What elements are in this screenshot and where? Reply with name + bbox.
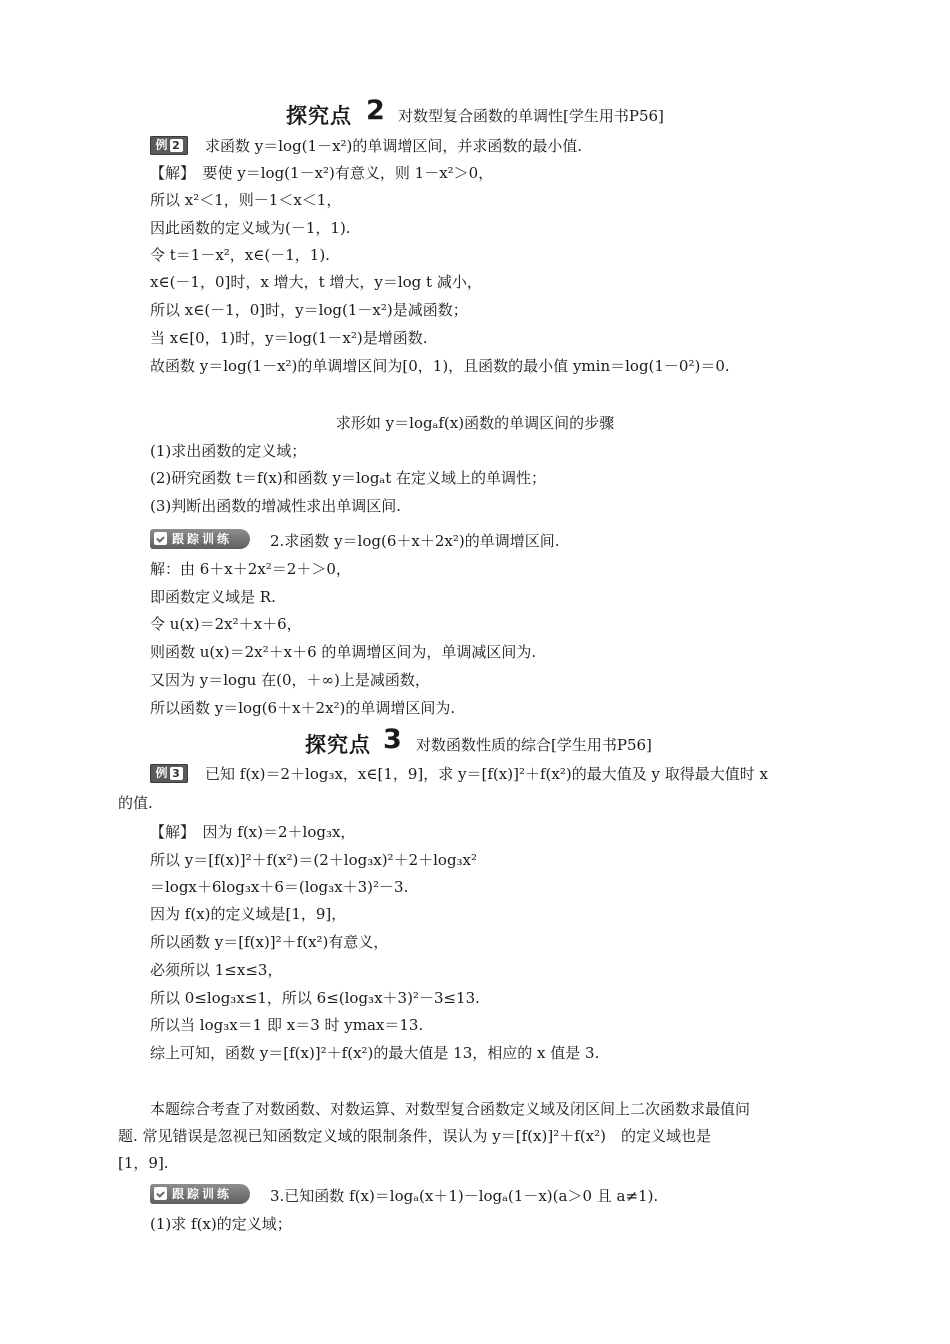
check-icon bbox=[154, 1187, 167, 1200]
check-icon bbox=[154, 532, 167, 545]
solution-line: 综上可知，函数 y＝[f(x)]²＋f(x²)的最大值是 13，相应的 x 值是 3. bbox=[150, 1044, 600, 1062]
section-heading-2 bbox=[0, 95, 950, 128]
example-question: 求函数 y＝log(1－x²)的单调增区间，并求函数的最小值. bbox=[205, 137, 583, 155]
solution-line: 解：由 6＋x＋2x²＝2＋＞0， bbox=[150, 560, 351, 578]
comment-line: [1，9]. bbox=[118, 1154, 169, 1172]
section-number: 3 bbox=[383, 724, 402, 755]
solution-line: 当 x∈[0，1)时，y＝log(1－x²)是增函数. bbox=[150, 329, 428, 347]
comment-line: 本题综合考查了对数函数、对数运算、对数型复合函数定义域及闭区间上二次函数求最值问 bbox=[150, 1100, 751, 1118]
solution-line: 所以当 log₃x＝1 即 x＝3 时 ymax＝13. bbox=[150, 1016, 424, 1034]
example-question-cont: 的值. bbox=[118, 794, 153, 812]
solution-line: 【解】 因为 f(x)＝2＋log₃x， bbox=[150, 823, 356, 841]
solution-line: 所以 x²＜1，则－1＜x＜1， bbox=[150, 191, 342, 209]
solution-line: ＝logx＋6log₃x＋6＝(log₃x＋3)²－3. bbox=[150, 878, 409, 896]
solution-line: 【解】 要使 y＝log(1－x²)有意义，则 1－x²＞0， bbox=[150, 164, 494, 182]
method-step: (1)求出函数的定义域； bbox=[150, 442, 307, 460]
solution-line: 又因为 y＝logu 在(0，＋∞)上是减函数， bbox=[150, 671, 430, 689]
solution-line: 故函数 y＝log(1－x²)的单调增区间为[0，1)，且函数的最小值 ymin＝log(1－0²)＝0. bbox=[150, 357, 730, 375]
example-badge-2: 例 2 bbox=[150, 136, 188, 155]
section-label: 探究点 bbox=[305, 733, 371, 757]
solution-line: 令 t＝1－x²，x∈(－1，1). bbox=[150, 246, 330, 264]
tracking-badge: 跟踪训练 bbox=[150, 529, 250, 549]
comment-line: 题. 常见错误是忽视已知函数定义域的限制条件，误认为 y＝[f(x)]²＋f(x²) 的定义域也是 bbox=[118, 1127, 711, 1145]
solution-line: 即函数定义域是 R. bbox=[150, 588, 276, 606]
example-badge-3: 例 3 bbox=[150, 764, 188, 783]
solution-line: 则函数 u(x)＝2x²＋x＋6 的单调增区间为，单调减区间为. bbox=[150, 643, 537, 661]
exercise-question: 3.已知函数 f(x)＝logₐ(x＋1)－logₐ(1－x)(a＞0 且 a≠1). bbox=[270, 1187, 659, 1205]
solution-line: 所以 0≤log₃x≤1，所以 6≤(log₃x＋3)²－3≤13. bbox=[150, 989, 480, 1007]
section-subtitle: 对数型复合函数的单调性[学生用书P56] bbox=[398, 107, 664, 125]
solution-line: 因为 f(x)的定义域是[1，9]， bbox=[150, 905, 347, 923]
section-number: 2 bbox=[366, 95, 385, 126]
solution-line: x∈(－1，0]时，x 增大，t 增大，y＝log t 减小， bbox=[150, 273, 482, 291]
solution-line: 令 u(x)＝2x²＋x＋6， bbox=[150, 615, 302, 633]
solution-line: 所以函数 y＝[f(x)]²＋f(x²)有意义， bbox=[150, 933, 389, 951]
example-question: 已知 f(x)＝2＋log₃x，x∈[1，9]，求 y＝[f(x)]²＋f(x²)的最大值及 y 取得最大值时 x bbox=[205, 765, 768, 783]
method-step: (3)判断出函数的增减性求出单调区间. bbox=[150, 497, 402, 515]
section-label: 探究点 bbox=[286, 104, 352, 128]
solution-line: 必须所以 1≤x≤3， bbox=[150, 961, 283, 979]
solution-line: 因此函数的定义域为(－1，1). bbox=[150, 219, 351, 237]
solution-line: 所以 y＝[f(x)]²＋f(x²)＝(2＋log₃x)²＋2＋log₃x² bbox=[150, 851, 478, 869]
method-step: (2)研究函数 t＝f(x)和函数 y＝logₐt 在定义域上的单调性； bbox=[150, 469, 547, 487]
section-subtitle: 对数函数性质的综合[学生用书P56] bbox=[416, 736, 652, 754]
tracking-badge: 跟踪训练 bbox=[150, 1184, 250, 1204]
solution-line: 所以函数 y＝log(6＋x＋2x²)的单调增区间为. bbox=[150, 699, 456, 717]
exercise-subquestion: (1)求 f(x)的定义域； bbox=[150, 1215, 292, 1233]
solution-line: 所以 x∈(－1，0]时，y＝log(1－x²)是减函数； bbox=[150, 301, 468, 319]
method-title: 求形如 y＝logₐf(x)函数的单调区间的步骤 bbox=[335, 414, 615, 432]
exercise-question: 2.求函数 y＝log(6＋x＋2x²)的单调增区间. bbox=[270, 532, 560, 550]
section-heading-3 bbox=[0, 724, 950, 757]
